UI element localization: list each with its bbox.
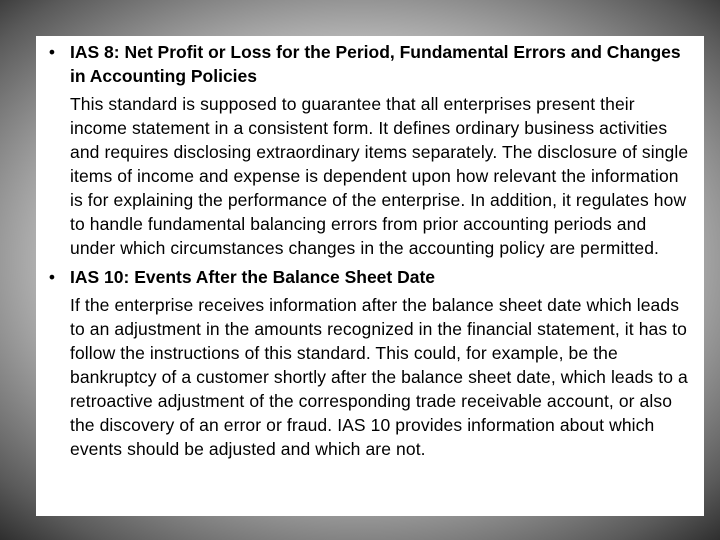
slide-content-panel bbox=[36, 36, 704, 516]
bullet-heading-ias-8: IAS 8: Net Profit or Loss for the Period, Fundamental Errors and Changes in Accounting Policies bbox=[70, 42, 681, 86]
bullet-marker: • bbox=[48, 42, 56, 62]
bullet-marker: • bbox=[48, 267, 56, 287]
bullet-body-ias-8: This standard is supposed to guarantee that all enterprises present their income statement in a consistent form. It defines ordinary business activities and requires disclosing extraordinary items separately. The disclosure of single items of income and expense is dependent upon how relevant the information is for explaining the performance of the enterprise. In addition, it regulates how to handle fundamental balancing errors from prior accounting periods and under which circumstances changes in the accounting policy are permitted. bbox=[70, 94, 689, 258]
bullet-heading-ias-10: IAS 10: Events After the Balance Sheet Date bbox=[70, 267, 436, 287]
bullet-list bbox=[44, 40, 690, 461]
bullet-item-ias-8 bbox=[44, 40, 690, 260]
bullet-body-ias-10: If the enterprise receives information after the balance sheet date which leads to an adjustment in the amounts recognized in the financial statement, it has to follow the instructions of this standard. This could, for example, be the bankruptcy of a customer shortly after the balance sheet date, which leads to a retroactive adjustment of the corresponding trade receivable account, or also the discovery of an error or fraud. IAS 10 provides information about which events should be adjusted and which are not. bbox=[70, 295, 688, 459]
bullet-item-ias-10 bbox=[44, 265, 690, 461]
